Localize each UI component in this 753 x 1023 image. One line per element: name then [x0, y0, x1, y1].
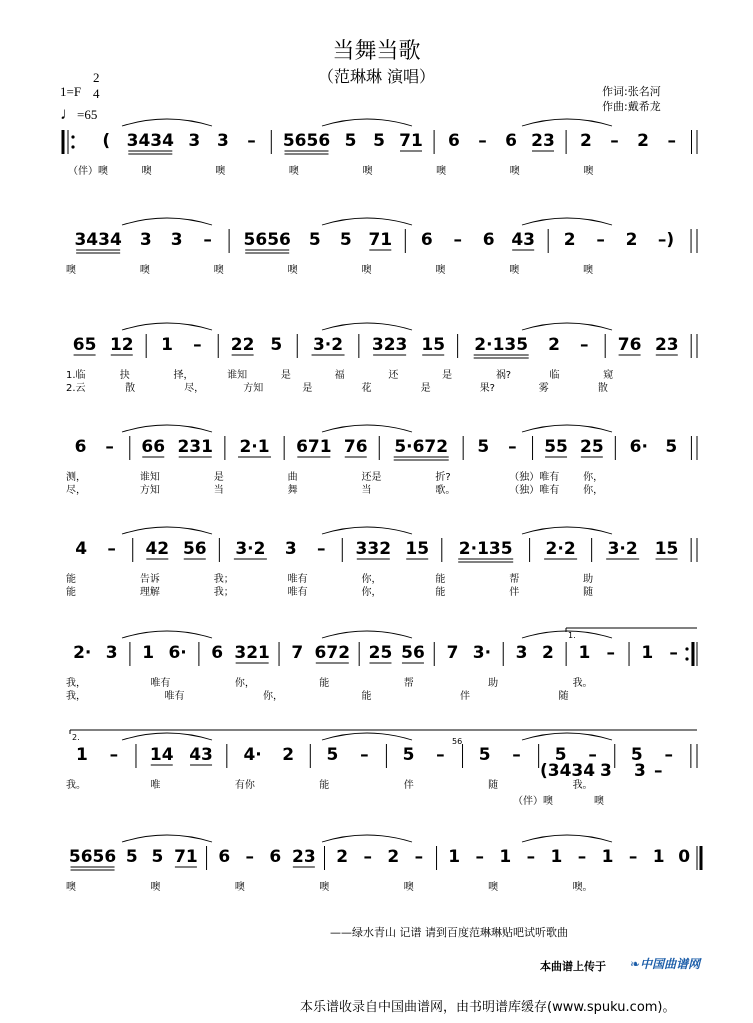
note-group: 71	[174, 847, 198, 867]
slur-arc	[122, 323, 212, 330]
note-group: 5656	[282, 131, 331, 151]
note-group: 56	[182, 539, 207, 559]
lyric-line-1: 噢	[319, 882, 330, 893]
note-group: 5	[554, 745, 567, 765]
note-group: –	[664, 745, 674, 765]
note-group: 5	[477, 437, 490, 457]
note-group: 2	[282, 745, 295, 765]
lyric-line-1: 还是	[361, 472, 382, 483]
note-group: 3434	[74, 230, 122, 250]
lyric-line-1: 噢	[66, 265, 76, 276]
note-group: 1	[161, 335, 174, 355]
lyric-line-1: 噢	[435, 265, 446, 276]
note-group: 15	[654, 539, 679, 559]
lyric-line-1: 测，	[66, 472, 86, 483]
lyric-line-1: 抉	[119, 370, 130, 381]
note-group: 1	[448, 847, 461, 867]
lyric-line-2: 随	[583, 587, 594, 598]
note-group: –	[588, 745, 597, 765]
accomp-lyric: 噢	[594, 796, 604, 807]
lyricist: 作词:张名河	[602, 85, 661, 98]
note-group: –	[109, 745, 119, 765]
key-signature: 1=F	[60, 84, 82, 99]
note-group: 5	[151, 847, 164, 867]
lyric-line-2: 2.云	[66, 383, 86, 394]
note-group: 5	[344, 131, 357, 151]
lyric-line-2: 果?	[479, 383, 496, 394]
note-group: 672	[314, 643, 351, 663]
note-group: 1	[641, 643, 654, 663]
note-group: 23	[531, 131, 555, 151]
lyric-line-1: 助	[488, 678, 499, 689]
note-group: 5	[326, 745, 339, 765]
lyric-line-1: 随	[488, 780, 499, 791]
lyric-line-1: 噢	[66, 882, 76, 893]
note-group: –	[577, 847, 587, 867]
lyric-line-1: 祸?	[495, 370, 512, 381]
note-group: 1	[578, 643, 591, 663]
lyric-line-2: 散	[125, 383, 136, 394]
lyric-line-1: 噢	[403, 882, 414, 893]
time-numerator: 2	[93, 70, 100, 85]
lyric-line-2: 舞	[287, 485, 298, 496]
slur-arc	[322, 631, 412, 638]
note-group: 2·135	[474, 335, 529, 355]
lyric-line-1: 窥	[603, 370, 614, 381]
note-group: 3	[105, 643, 118, 663]
lyric-line-2: 当	[213, 485, 224, 496]
note-group: –	[453, 230, 462, 250]
lyric-line-2: 方知	[139, 485, 160, 496]
note-group: 5	[402, 745, 415, 765]
volta-bracket-1	[566, 628, 697, 632]
lyric-line-1: 唯有	[150, 678, 171, 689]
lyric-line-1: （独）唯有	[509, 472, 560, 483]
lyric-line-1: 噢	[234, 882, 245, 893]
note-group: 671	[296, 437, 332, 457]
note-group: –	[245, 847, 255, 867]
lyric-line-1: 噢	[288, 166, 299, 177]
lyric-line-1: 助	[583, 574, 594, 585]
lyric-line-2: 散	[597, 383, 608, 394]
note-group: 323	[371, 335, 408, 355]
lyric-line-1: 谁知	[227, 370, 248, 381]
note-group: 25	[579, 437, 604, 457]
note-group: –	[628, 847, 638, 867]
note-group: 23	[654, 335, 679, 355]
note-group: –	[610, 131, 619, 151]
lyric-line-1: 能	[319, 678, 330, 689]
note-group: 76	[617, 335, 642, 355]
lyric-line-1: 噢	[488, 882, 499, 893]
note-group: 55	[544, 437, 568, 457]
note-group: –	[360, 745, 369, 765]
note-group: 2	[563, 230, 576, 250]
lyric-line-1: 噢	[141, 166, 152, 177]
note-group: 3434	[126, 131, 174, 151]
note-group: 42	[145, 539, 170, 559]
lyric-line-1: 唯有	[287, 574, 308, 585]
note-group: 3·2	[607, 539, 638, 559]
slur-arc	[122, 631, 212, 638]
lyric-line-2: （独）唯有	[509, 485, 560, 496]
note-group: –)	[657, 230, 675, 250]
note-group: 2·135	[458, 539, 513, 559]
note-group: 5	[630, 745, 643, 765]
lyric-line-1: 谁知	[139, 472, 160, 483]
lyric-line-1: 还	[388, 370, 399, 381]
lyric-line-1: 唯	[150, 780, 161, 791]
lyric-line-2: 唯有	[164, 691, 185, 702]
note-group: 4·	[243, 745, 262, 765]
lyric-line-1: 你，	[583, 472, 604, 483]
note-group: –	[526, 847, 536, 867]
note-group: –	[105, 437, 114, 457]
note-group: 3	[515, 643, 528, 663]
note-group: –	[478, 131, 487, 151]
lyric-line-1: 帮	[509, 574, 520, 585]
note-group: 1	[550, 847, 563, 867]
note-group: –	[203, 230, 212, 250]
slur-arc	[122, 527, 212, 534]
slur-arc	[322, 119, 412, 126]
lyric-line-2: 你，	[263, 691, 283, 702]
note-group: –	[669, 643, 678, 663]
note-group: 3	[139, 230, 152, 250]
note-group: –	[508, 437, 517, 457]
accomp-note: 3	[634, 761, 646, 781]
time-denominator: 4	[93, 86, 100, 101]
lyric-line-1: 噢	[436, 166, 447, 177]
note-group: 7	[291, 643, 304, 663]
slur-arc	[122, 119, 212, 126]
note-group: –	[475, 847, 485, 867]
slur-arc	[522, 527, 612, 534]
lyric-line-2: 伴	[509, 587, 520, 598]
note-group: 332	[355, 539, 392, 559]
lyric-line-1: 福	[334, 370, 345, 381]
note-group: –	[363, 847, 372, 867]
lyric-line-1: 噢	[583, 265, 594, 276]
slur-arc	[522, 733, 612, 740]
lyric-line-1: 我，	[66, 678, 86, 689]
note-group: 3	[170, 230, 183, 250]
lyric-line-1: 我。	[66, 780, 86, 791]
note-group: 5656	[243, 230, 291, 250]
note-group: 5	[665, 437, 678, 457]
note-group: 3·2	[235, 539, 266, 559]
lyric-line-2: 歌。	[435, 485, 456, 496]
lyric-line-2: 尽，	[184, 383, 205, 394]
slur-arc	[122, 218, 212, 225]
volta-2-label: 2.	[72, 733, 80, 742]
note-group: 5656	[68, 847, 117, 867]
song-title: 当舞当歌	[332, 39, 421, 64]
lyric-line-2: 你，	[361, 587, 382, 598]
note-group: 7	[446, 643, 459, 663]
lyric-line-2: 能	[66, 587, 76, 598]
note-group: 15	[405, 539, 430, 559]
note-group: –	[512, 745, 521, 765]
lyric-line-1: 噢。	[572, 882, 593, 893]
note-group: 3	[284, 539, 297, 559]
volta-1-label: 1.	[568, 631, 576, 640]
note-group: 5	[339, 230, 352, 250]
note-group: 3	[188, 131, 201, 151]
note-group: 71	[368, 230, 393, 250]
repeat-dot	[71, 145, 74, 148]
note-group: 71	[399, 131, 423, 151]
slur-arc	[122, 733, 212, 740]
lyric-line-1: 有你	[234, 780, 255, 791]
site-logo: ❧中国曲谱网	[630, 957, 701, 971]
lyric-line-2: 雾	[538, 383, 549, 394]
note-group: 0	[678, 847, 691, 867]
lyric-line-2: 随	[558, 691, 569, 702]
note-group: 76	[343, 437, 368, 457]
lyric-line-1: 择，	[173, 370, 194, 381]
note-group: 2	[625, 230, 638, 250]
note-group: 43	[511, 230, 536, 250]
accomp-note: (3434	[540, 761, 596, 781]
note-group: 22	[230, 335, 255, 355]
lyric-line-2: 方知	[243, 383, 264, 394]
lyric-line-1: 噢	[215, 166, 226, 177]
slur-arc	[522, 631, 612, 638]
note-group: 1	[76, 745, 88, 765]
note-group: 3·	[472, 643, 492, 663]
lyric-line-1: 能	[319, 780, 330, 791]
note-group: 15	[421, 335, 446, 355]
note-group: 5	[373, 131, 386, 151]
note-group: 2	[541, 643, 554, 663]
footer-note: 本乐谱收录自中国曲谱网，由书明谱库缓存(www.spuku.com)。	[300, 1000, 676, 1015]
composer: 作曲:戴希龙	[602, 100, 661, 113]
note-group: 25	[368, 643, 393, 663]
lyric-line-1: 噢	[583, 166, 594, 177]
note-group: 6	[505, 131, 518, 151]
logo-text: 中国曲谱网	[640, 957, 701, 971]
lyric-line-1: 噢	[287, 265, 298, 276]
note-group: 2	[336, 847, 349, 867]
note-group: 6·	[168, 643, 187, 663]
note-group: 23	[292, 847, 316, 867]
note-group: 65	[72, 335, 97, 355]
grace-notes: 56	[452, 737, 463, 746]
note-group: 3·2	[312, 335, 344, 355]
slur-arc	[522, 218, 612, 225]
lyric-line-1: 曲	[287, 472, 298, 483]
lyric-line-1: 是	[280, 370, 291, 381]
note-group: 2	[548, 335, 560, 355]
lyric-line-2: 是	[302, 383, 313, 394]
slur-arc	[322, 527, 412, 534]
lyric-line-2: 我，	[66, 691, 86, 702]
lyric-line-1: 我。	[572, 678, 593, 689]
note-group: 6	[74, 437, 87, 457]
note-group: –	[436, 745, 445, 765]
lyric-line-1: 噢	[213, 265, 224, 276]
note-group: 3	[216, 131, 229, 151]
note-group: 43	[189, 745, 213, 765]
repeat-dot	[685, 657, 688, 660]
note-group: –	[193, 335, 202, 355]
note-group: 66	[141, 437, 166, 457]
slur-arc	[122, 835, 212, 842]
lyric-line-1: 1.临	[66, 370, 86, 381]
lyric-line-1: 临	[549, 370, 560, 381]
note-group: 56	[401, 643, 425, 663]
note-group: 5	[308, 230, 321, 250]
note-group: –	[316, 539, 326, 559]
note-group: 2	[637, 131, 650, 151]
lyric-line-1: 你，	[234, 678, 255, 689]
lyric-line-1: 能	[66, 574, 76, 585]
note-group: 6·	[629, 437, 648, 457]
recorder-note: ——绿水青山 记谱 请到百度范琳琳贴吧试听歌曲	[330, 926, 568, 939]
note-group: 321	[234, 643, 270, 663]
note-group: 5	[125, 847, 138, 867]
note-group: –	[247, 131, 256, 151]
tempo-value: =65	[77, 107, 98, 122]
lyric-line-1: 噢	[509, 166, 520, 177]
note-group: (	[102, 131, 111, 151]
accomp-lyric: （伴）噢	[513, 796, 553, 807]
lyric-line-1: 帮	[403, 678, 414, 689]
lyric-line-1: 是	[213, 472, 224, 483]
lyric-line-1: 告诉	[139, 574, 160, 585]
slur-arc	[522, 119, 612, 126]
slur-arc	[122, 425, 212, 432]
lyric-line-1: 是	[442, 370, 453, 381]
note-group: 2·2	[545, 539, 576, 559]
song-subtitle: （范琳琳 演唱）	[317, 67, 436, 86]
note-group: 12	[109, 335, 134, 355]
note-group: 2·1	[239, 437, 270, 457]
lyric-line-1: 伴	[403, 780, 414, 791]
note-group: 1	[601, 847, 614, 867]
lyric-line-1: 你，	[361, 574, 382, 585]
slur-arc	[522, 323, 612, 330]
lyric-line-2: 当	[361, 485, 372, 496]
note-group: 2	[387, 847, 400, 867]
lyric-line-2: 花	[361, 383, 372, 394]
lyric-line-1: 噢	[150, 882, 161, 893]
note-group: –	[414, 847, 424, 867]
slur-arc	[322, 733, 412, 740]
lyric-line-1: 噢	[362, 166, 373, 177]
accomp-note: –	[654, 761, 663, 781]
note-group: 6	[447, 131, 460, 151]
lyric-line-2: 是	[420, 383, 431, 394]
note-group: 5·672	[394, 437, 449, 457]
lyric-line-1: 噢	[361, 265, 372, 276]
note-group: 2	[579, 131, 592, 151]
note-group: 6	[218, 847, 231, 867]
lyric-line-2: 能	[435, 587, 446, 598]
lyric-line-1: 我；	[213, 574, 234, 585]
note-group: 1	[499, 847, 512, 867]
lyric-line-2: 尽，	[66, 485, 86, 496]
lyric-line-2: 你，	[583, 485, 604, 496]
slur-arc	[322, 835, 412, 842]
lyric-line-1: 噢	[509, 265, 520, 276]
note-group: –	[107, 539, 116, 559]
lyric-line-2: 理解	[139, 587, 160, 598]
slur-arc	[322, 218, 412, 225]
slur-arc	[322, 425, 412, 432]
accomp-note: 3	[600, 761, 612, 781]
note-group: 6	[211, 643, 224, 663]
note-group: 2·	[73, 643, 92, 663]
note-group: 1	[142, 643, 155, 663]
note-group: 6	[269, 847, 282, 867]
lyric-line-2: 能	[361, 691, 372, 702]
lyric-line-1: 噢	[139, 265, 150, 276]
lyric-line-1: （伴）噢	[68, 166, 108, 177]
slur-arc	[522, 425, 612, 432]
note-group: –	[667, 131, 676, 151]
note-group: 14	[149, 745, 174, 765]
note-group: 1	[652, 847, 665, 867]
lyric-line-2: 我；	[213, 587, 234, 598]
lyric-line-1: 折?	[435, 472, 451, 483]
repeat-dot	[71, 135, 74, 138]
note-group: 231	[177, 437, 213, 457]
note-group: 4	[75, 539, 88, 559]
lyric-line-1: 能	[435, 574, 446, 585]
note-group: 6	[482, 230, 495, 250]
lyric-line-1: 我。	[572, 780, 593, 791]
quarter-note-icon: ♩	[60, 104, 77, 123]
note-group: –	[606, 643, 616, 663]
note-group: 5	[478, 745, 491, 765]
upload-label: 本曲谱上传于	[540, 960, 606, 973]
note-group: –	[596, 230, 605, 250]
note-group: 5	[270, 335, 283, 355]
slur-arc	[322, 323, 412, 330]
lyric-line-2: 唯有	[287, 587, 308, 598]
slur-arc	[522, 835, 612, 842]
repeat-dot	[685, 647, 688, 650]
note-group: 6	[420, 230, 433, 250]
note-group: –	[580, 335, 589, 355]
lyric-line-2: 伴	[460, 691, 470, 702]
